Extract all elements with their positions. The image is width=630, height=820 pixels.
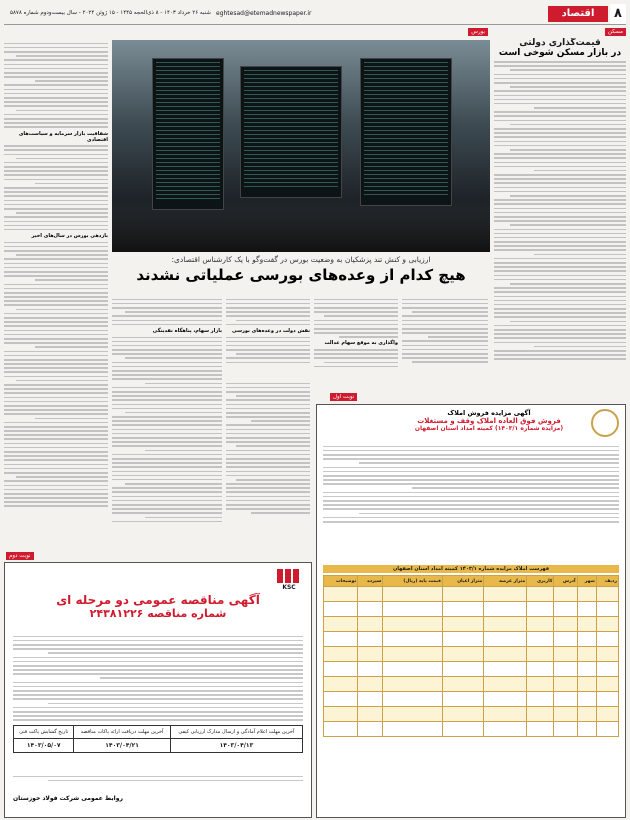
left-column-article [4,40,108,548]
table-cell [577,602,596,617]
table-cell [577,617,596,632]
table-cell [527,617,554,632]
table-cell [358,707,383,722]
table-cell [577,692,596,707]
table-cell [383,602,443,617]
table-cell [596,587,618,602]
table-cell [358,632,383,647]
bourse-body-col-3 [226,296,310,376]
col-header: متراژ عرصه [484,576,527,587]
auction-title-1: آگهی مزایده فروش املاک [447,409,531,417]
table-cell [324,662,358,677]
table-cell [358,677,383,692]
table-cell [442,617,483,632]
table-cell [596,647,618,662]
bourse-subhead-3: بازار سهام، پناهگاه نقدینگی [152,327,222,334]
table-cell [527,722,554,737]
table-row [324,602,619,617]
bourse-body-col-1 [402,296,488,374]
table-cell [554,587,577,602]
table-cell [484,722,527,737]
table-cell [596,662,618,677]
table-cell [596,722,618,737]
bourse-body-col-2 [314,296,398,376]
table-cell [484,707,527,722]
col-header: آدرس [554,576,577,587]
col-header: متراژ اعیان [442,576,483,587]
table-cell [554,647,577,662]
issue-line: شنبه ۲۶ خرداد ۱۴۰۳ - ۸ ذی‌الحجه ۱۴۴۵ - ۱۵ ژوئن ۲۰۲۴ - سال بیست‌ودوم شماره ۵۸۷۸ [10,10,211,16]
table-cell [324,707,358,722]
table-cell [442,707,483,722]
table-cell [324,632,358,647]
section-email[interactable]: eghtesad@etemadnewspaper.ir [216,10,312,17]
table-cell [383,692,443,707]
ksc-logo-icon [275,569,303,593]
auction-title-block [389,409,589,432]
ticker-screen-center [240,66,342,198]
table-cell [383,617,443,632]
table-cell [577,587,596,602]
table-cell [484,587,527,602]
table-cell [442,662,483,677]
table-cell [358,722,383,737]
table-row [324,677,619,692]
ksc-date-label: آخرین مهلت دریافت ارائه پاکات مناقصه [74,726,170,739]
ksc-body-text [13,633,303,724]
table-cell [527,707,554,722]
table-cell [527,662,554,677]
emdad-logo-icon [591,409,619,437]
auction-ad [316,404,626,818]
tag-bourse: بورس [468,28,488,36]
bourse-body-col-5 [226,380,310,546]
table-row [324,722,619,737]
auction-table [323,575,619,737]
table-cell [358,662,383,677]
housing-title-1: قیمت‌گذاری دولتی [519,38,601,48]
table-row [324,707,619,722]
ksc-title-block [15,593,301,620]
table-cell [554,677,577,692]
table-row [324,692,619,707]
auction-table-header [324,576,619,587]
table-cell [484,692,527,707]
bourse-subhead-1: واگذاری به موقع سهام عدالت [324,340,398,347]
table-cell [324,617,358,632]
ksc-date-label: آخرین مهلت اعلام آمادگی و ارسال مدارک ارزیابی کیفی [170,726,302,739]
table-cell [596,692,618,707]
table-cell [554,692,577,707]
ticker-screen-left [152,58,224,210]
ticker-screen-right [360,58,452,206]
table-cell [527,647,554,662]
col-header: شهر [577,576,596,587]
bourse-headline-block [112,255,490,293]
table-cell [577,722,596,737]
table-cell [484,602,527,617]
table-cell [358,692,383,707]
col-header: ردیف [596,576,618,587]
ksc-tender-ad [4,562,312,818]
table-cell [442,602,483,617]
table-cell [383,722,443,737]
housing-body [494,61,626,360]
page-number: ۸ [610,4,626,24]
table-cell [577,632,596,647]
table-row [324,587,619,602]
table-cell [324,587,358,602]
tag-housing: مسکن [605,28,626,36]
ksc-title-1: آگهی مناقصه عمومی دو مرحله ای [56,593,260,607]
table-cell [442,722,483,737]
table-cell [383,707,443,722]
table-cell [442,587,483,602]
table-cell [484,617,527,632]
col-header: سپرده [358,576,383,587]
section-label[interactable]: اقتصاد [548,6,608,22]
table-cell [527,632,554,647]
table-cell [358,647,383,662]
bourse-subhead-2: نقش دولت در وعده‌های بورسی [232,327,310,334]
bourse-hall-photo [112,40,490,252]
table-cell [484,662,527,677]
housing-article [494,38,626,416]
table-cell [324,722,358,737]
table-cell [324,677,358,692]
table-cell [442,677,483,692]
table-cell [554,632,577,647]
ksc-title-2: شماره مناقصه ۲۴۳۸۱۲۲۶ [89,607,227,620]
ksc-date-label: تاریخ گشایش پاکت فنی [14,726,74,739]
table-row [324,617,619,632]
table-cell [442,692,483,707]
table-cell [527,587,554,602]
ksc-logo-text: KSC [282,584,296,591]
auction-table-title: فهرست املاک مزایده شماره ۱۴۰۳/۱ کمیته امداد استان اصفهان [323,565,619,573]
table-cell [484,677,527,692]
auction-title-3: (مزایده شماره ۱۴۰۳/۱) کمیته امداد استان اصفهان [414,425,564,432]
auction-body-text [323,443,619,525]
table-cell [442,632,483,647]
table-cell [596,677,618,692]
table-cell [577,677,596,692]
table-cell [527,692,554,707]
left-subhead-1: شفافیت بازار سرمایه و سیاست‌های اقتصادی [18,130,108,143]
col-header: توضیحات [324,576,358,587]
table-cell [484,647,527,662]
table-cell [358,617,383,632]
housing-title-2: در بازار مسکن شوخی است [498,48,622,58]
table-cell [527,602,554,617]
table-cell [554,602,577,617]
table-cell [324,602,358,617]
table-cell [383,632,443,647]
col-header: کاربری [527,576,554,587]
tag-ad-first: نوبت اول [330,393,357,401]
table-cell [383,677,443,692]
table-cell [596,707,618,722]
col-header: قیمت پایه (ریال) [383,576,443,587]
table-cell [442,647,483,662]
table-cell [484,632,527,647]
table-row [324,647,619,662]
bourse-body-col-4 [112,296,222,546]
auction-title-2: فروش فوق العاده املاک وقف و مستغلات [417,417,561,425]
table-cell [577,662,596,677]
tag-ad-second: نوبت دوم [6,552,34,560]
table-cell [554,707,577,722]
table-cell [324,647,358,662]
page-header [4,4,626,25]
bourse-kicker: ارزیابی و کنش تند پزشکیان به وضعیت بورس در گفت‌وگو با یک کارشناس اقتصادی: [171,255,431,264]
table-cell [554,722,577,737]
table-cell [577,647,596,662]
ksc-date-value: ۱۴۰۳/۰۴/۲۱ [74,739,170,753]
table-cell [554,662,577,677]
table-cell [383,647,443,662]
ksc-footer-note: روابط عمومی شرکت فولاد خوزستان [13,795,123,802]
table-cell [577,707,596,722]
table-cell [596,602,618,617]
ksc-date-value: ۱۴۰۳/۰۵/۰۷ [14,739,74,753]
table-cell [324,692,358,707]
table-cell [383,587,443,602]
ksc-dates-table [13,725,303,753]
table-cell [554,617,577,632]
ksc-footer-text [13,773,303,784]
bourse-headline: هیچ کدام از وعده‌های بورسی عملیاتی نشدند [136,266,466,284]
table-row [324,662,619,677]
table-cell [596,632,618,647]
table-cell [358,602,383,617]
ksc-date-value: ۱۴۰۳/۰۴/۱۳ [170,739,302,753]
table-cell [358,587,383,602]
table-row [324,632,619,647]
table-cell [383,662,443,677]
table-cell [527,677,554,692]
left-subhead-2: بازدهی بورس در سال‌های اخیر [31,233,108,240]
table-cell [596,617,618,632]
